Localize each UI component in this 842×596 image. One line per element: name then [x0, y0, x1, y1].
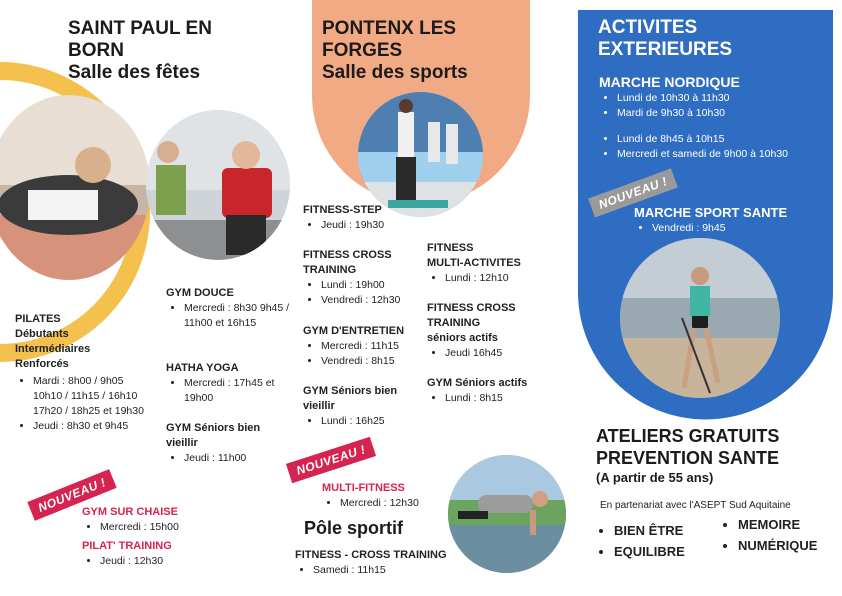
list-item: • Mercredi : 17h45 et 19h00: [184, 376, 294, 406]
sport-sante-title: MARCHE SPORT SANTE: [634, 205, 788, 220]
multi-title-2: MULTI-ACTIVITES: [427, 257, 521, 269]
col1-title: [68, 18, 268, 84]
gym-seniors-list: [166, 451, 294, 466]
list-item: • EQUILIBRE: [614, 541, 685, 562]
list-item: • NUMÉRIQUE: [738, 535, 817, 556]
step-title: FITNESS-STEP: [303, 204, 382, 216]
pilat-title: PILAT' TRAINING: [82, 540, 172, 552]
list-item: • MEMOIRE: [738, 514, 817, 535]
list-item: • Mardi : 8h00 / 9h05 10h10 / 11h15 / 16h10 17h20 / 18h25 et 19h30: [33, 374, 147, 419]
seniors-title-2: vieillir: [303, 400, 335, 412]
list-item: • Vendredi : 8h15: [321, 354, 423, 369]
marche-block: [599, 73, 824, 162]
ateliers-line2: PREVENTION SANTE: [596, 448, 780, 468]
marche-photo: [620, 238, 780, 398]
gym-actifs-title: GYM Séniors actifs: [427, 377, 528, 389]
list-item: • Vendredi : 9h45: [652, 221, 834, 236]
pilates-title-2: Débutants: [15, 328, 69, 340]
list-item: • BIEN ÊTRE: [614, 520, 685, 541]
chaise-title: GYM SUR CHAISE: [82, 506, 178, 518]
pilates-list: [15, 374, 147, 434]
gym-actifs-block: [427, 376, 557, 406]
gym-seniors-title-1: GYM Séniors bien: [166, 422, 261, 434]
pilat-block: [82, 539, 222, 569]
cross-seniors-title-2: TRAINING: [427, 317, 481, 329]
hatha-block: [166, 361, 294, 406]
pilat-list: [82, 554, 222, 569]
cross-title-2: TRAINING: [303, 264, 357, 276]
ateliers-line1: ATELIERS GRATUITS: [596, 426, 780, 446]
list-item: • Mercredi : 11h15: [321, 339, 423, 354]
list-item: • Mercredi : 15h00: [100, 520, 222, 535]
pole-title: Pôle sportif: [304, 518, 404, 538]
cross-seniors-list: [427, 346, 547, 361]
seniors-title-1: GYM Séniors bien: [303, 385, 398, 397]
pole-cross-list: [295, 563, 455, 578]
col1-title-line2: BORN: [68, 40, 124, 61]
gym-douce-photo: [146, 110, 290, 260]
cross-seniors-title-1: FITNESS CROSS: [427, 302, 516, 314]
cross-seniors-block: [427, 301, 547, 361]
col3-title-line1: ACTIVITES: [598, 17, 698, 38]
list-item: • Mercredi : 8h30 9h45 / 11h00 et 16h15: [184, 301, 294, 331]
pole-cross-block: [295, 548, 455, 578]
list-item: • Jeudi : 11h00: [184, 451, 294, 466]
ateliers-right-list: [720, 514, 817, 556]
col3-title: [598, 17, 818, 61]
multi-fitness-list: [322, 496, 452, 511]
multi-block: [427, 241, 547, 286]
nouveau-badge-2: NOUVEAU !: [286, 437, 376, 483]
list-item: • Jeudi : 12h30: [100, 554, 222, 569]
col2-title: [322, 18, 522, 84]
col2-subtitle: Salle des sports: [322, 62, 468, 83]
fitness-step-photo: [358, 92, 483, 217]
gym-douce-list: [166, 301, 294, 331]
pole-cross-title: FITNESS - CROSS TRAINING: [295, 549, 447, 561]
hatha-title: HATHA YOGA: [166, 362, 239, 374]
multi-fitness-title: MULTI-FITNESS: [322, 482, 405, 494]
ateliers-age: (A partir de 55 ans): [596, 470, 714, 485]
gym-douce-title: GYM DOUCE: [166, 287, 234, 299]
sport-sante-block: [634, 204, 834, 236]
ateliers-block: [596, 425, 836, 487]
partner-text: En partenariat avec l'ASEPT Sud Aquitaine: [600, 500, 791, 511]
entretien-list: [303, 339, 423, 369]
chaise-block: [82, 505, 222, 535]
list-item: • Lundi de 8h45 à 10h15: [617, 132, 824, 147]
list-item: • Jeudi : 8h30 et 9h45: [33, 419, 147, 434]
multi-fitness-block: [322, 481, 452, 511]
list-item: • Lundi : 8h15: [445, 391, 557, 406]
col1-title-line1: SAINT PAUL EN: [68, 18, 212, 39]
pilates-title-4: Renforcés: [15, 358, 69, 370]
entretien-title: GYM D'ENTRETIEN: [303, 325, 405, 337]
cross-block: [303, 248, 423, 308]
gym-douce-block: [166, 286, 294, 331]
seniors-list: [303, 414, 423, 429]
list-item: • Lundi de 10h30 à 11h30: [617, 91, 824, 106]
step-block: [303, 203, 423, 233]
ateliers-left-list: [596, 520, 685, 562]
pilates-title-3: Intermédiaires: [15, 343, 91, 355]
gym-seniors-title-2: vieillir: [166, 437, 198, 449]
multi-list: [427, 271, 547, 286]
gym-actifs-list: [427, 391, 557, 406]
cross-title-1: FITNESS CROSS: [303, 249, 392, 261]
list-item: • Jeudi : 19h30: [321, 218, 423, 233]
chaise-list: [82, 520, 222, 535]
list-item: • Lundi : 16h25: [321, 414, 423, 429]
col2-title-line1: PONTENX LES: [322, 18, 457, 39]
list-item: • Mardi de 9h30 à 10h30: [617, 106, 824, 121]
marche-list-1: [599, 91, 824, 121]
col3-title-line2: EXTERIEURES: [598, 39, 733, 60]
gym-seniors-block: [166, 421, 294, 466]
pilates-title-1: PILATES: [15, 313, 61, 325]
cross-list: [303, 278, 423, 308]
list-item: • Vendredi : 12h30: [321, 293, 423, 308]
list-item: • Lundi : 19h00: [321, 278, 423, 293]
sport-sante-list: [634, 221, 834, 236]
entretien-block: [303, 324, 423, 369]
marche-title: MARCHE NORDIQUE: [599, 74, 740, 90]
marche-list-2: [599, 132, 824, 162]
cross-seniors-title-3: séniors actifs: [427, 332, 498, 344]
nouveau-badge-3: NOUVEAU !: [588, 169, 677, 218]
list-item: • Jeudi 16h45: [445, 346, 547, 361]
hatha-list: [166, 376, 294, 406]
nouveau-badge-1: NOUVEAU !: [27, 469, 116, 520]
seniors-block: [303, 384, 423, 429]
list-item: • Lundi : 12h10: [445, 271, 547, 286]
step-list: [303, 218, 423, 233]
col1-subtitle: Salle des fêtes: [68, 62, 201, 83]
pole-sportif-photo: [448, 455, 566, 573]
col2-title-line2: FORGES: [322, 40, 403, 61]
pilates-block: [15, 312, 147, 434]
list-item: • Samedi : 11h15: [313, 563, 455, 578]
list-item: • Mercredi et samedi de 9h00 à 10h30: [617, 147, 824, 162]
list-item: • Mercredi : 12h30: [340, 496, 452, 511]
multi-title-1: FITNESS: [427, 242, 474, 254]
